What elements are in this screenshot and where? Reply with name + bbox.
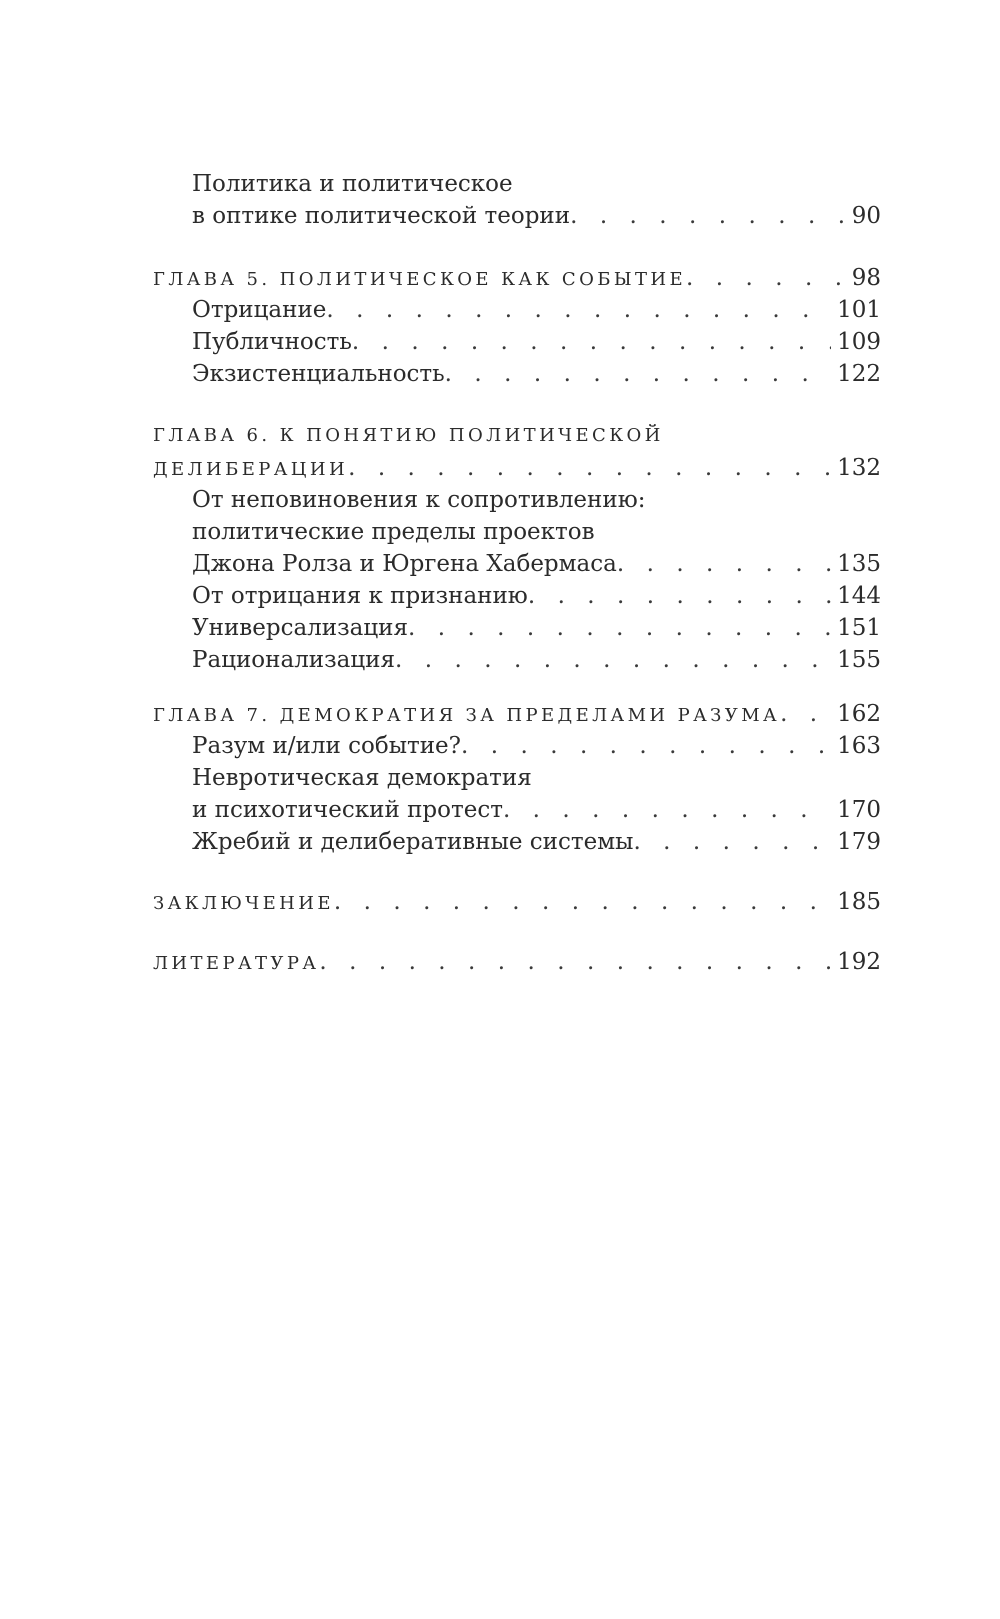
toc-entry — [153, 644, 881, 676]
dot-leader — [352, 326, 831, 358]
dot-leader — [633, 826, 831, 858]
dot-leader — [503, 794, 831, 826]
toc-chapter-page: 162 — [837, 701, 881, 727]
dot-leader — [334, 886, 831, 918]
toc-entry — [153, 168, 881, 200]
toc-entry-title: Универсализация — [192, 615, 408, 641]
toc-chapter-title: ДЕЛИБЕРАЦИИ — [153, 459, 349, 480]
toc-entry-title: Политика и политическое — [192, 171, 513, 197]
toc-chapter — [153, 946, 881, 978]
toc-entry-page: 101 — [837, 297, 881, 323]
toc-entry — [153, 326, 881, 358]
toc-entry-title: Жребий и делиберативные системы — [192, 829, 634, 855]
toc-entry-page: 122 — [837, 361, 881, 387]
toc-chapter-title: ГЛАВА 7. ДЕМОКРАТИЯ ЗА ПРЕДЕЛАМИ РАЗУМА — [153, 705, 781, 726]
dot-leader — [326, 294, 831, 326]
toc-chapter-title: ЗАКЛЮЧЕНИЕ — [153, 893, 334, 914]
toc-entry-page: 135 — [837, 551, 881, 577]
toc-chapter-title: ГЛАВА 6. К ПОНЯТИЮ ПОЛИТИЧЕСКОЙ — [153, 425, 664, 446]
toc-entry — [153, 358, 881, 390]
toc-chapter-page: 185 — [837, 889, 881, 915]
toc-chapter-title: ГЛАВА 5. ПОЛИТИЧЕСКОЕ КАК СОБЫТИЕ — [153, 269, 687, 290]
toc-entry-title: политические пределы проектов — [192, 519, 595, 545]
toc-chapter — [153, 452, 881, 484]
dot-leader — [348, 452, 831, 484]
toc-entry-title: От отрицания к признанию — [192, 583, 528, 609]
toc-entry — [153, 294, 881, 326]
toc-entry — [153, 762, 881, 794]
toc-chapter-page: 132 — [837, 455, 881, 481]
dot-leader — [686, 262, 846, 294]
toc-entry-title: Отрицание — [192, 297, 327, 323]
toc-entry-title: Рационализация — [192, 647, 396, 673]
toc-entry — [153, 794, 881, 826]
toc-chapter-page: 192 — [837, 949, 881, 975]
toc-chapter-title: ЛИТЕРАТУРА — [153, 953, 320, 974]
toc-entry — [153, 612, 881, 644]
toc-entry — [153, 200, 881, 232]
toc-chapter-page: 98 — [851, 265, 881, 291]
toc-entry-page: 155 — [837, 647, 881, 673]
dot-leader — [395, 644, 831, 676]
toc-entry-page: 151 — [837, 615, 881, 641]
dot-leader — [319, 946, 831, 978]
toc-entry-title: От неповиновения к сопротивлению: — [192, 487, 646, 513]
toc-entry-title: Экзистенциальность — [192, 361, 445, 387]
dot-leader — [617, 548, 831, 580]
table-of-contents — [153, 168, 881, 978]
toc-entry-title: Джона Ролза и Юргена Хабермаса — [192, 551, 617, 577]
toc-entry — [153, 548, 881, 580]
dot-leader — [780, 698, 831, 730]
toc-entry — [153, 484, 881, 516]
dot-leader — [445, 358, 831, 390]
toc-entry — [153, 580, 881, 612]
dot-leader — [528, 580, 831, 612]
toc-entry-page: 163 — [837, 733, 881, 759]
toc-entry-page: 109 — [837, 329, 881, 355]
toc-entry-title: Публичность — [192, 329, 352, 355]
toc-chapter — [153, 698, 881, 730]
toc-entry-title: Разум и/или событие? — [192, 733, 462, 759]
toc-entry — [153, 516, 881, 548]
dot-leader — [570, 200, 846, 232]
toc-entry — [153, 826, 881, 858]
toc-chapter — [153, 262, 881, 294]
toc-entry — [153, 730, 881, 762]
dot-leader — [461, 730, 831, 762]
toc-entry-page: 170 — [837, 797, 881, 823]
toc-entry-title: Невротическая демократия — [192, 765, 532, 791]
toc-entry-title: и психотический протест — [192, 797, 503, 823]
toc-entry-page: 179 — [837, 829, 881, 855]
toc-chapter — [153, 420, 881, 452]
toc-entry-page: 90 — [851, 203, 881, 229]
toc-chapter — [153, 886, 881, 918]
dot-leader — [408, 612, 831, 644]
toc-entry-title: в оптике политической теории — [192, 203, 571, 229]
toc-entry-page: 144 — [837, 583, 881, 609]
